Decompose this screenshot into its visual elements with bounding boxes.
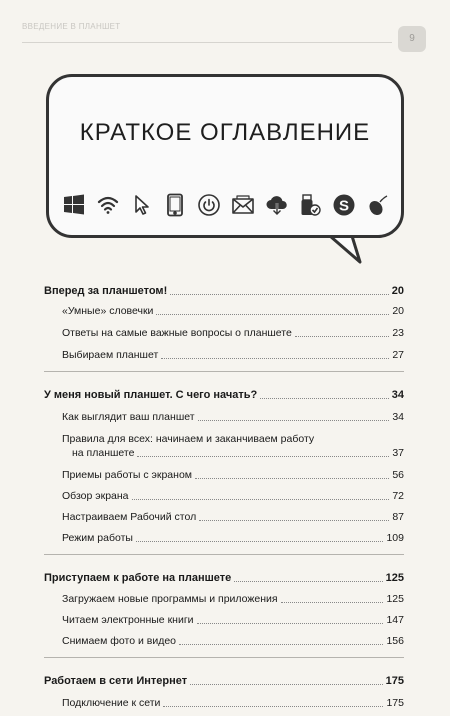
item-page: 20: [392, 305, 404, 317]
item-page: 72: [392, 490, 404, 502]
toc-item[interactable]: [44, 489, 404, 503]
item-title: Загружаем новые программы и приложения: [62, 593, 278, 605]
item-page: 37: [392, 447, 404, 459]
item-title: Настраиваем Рабочий стол: [62, 511, 197, 523]
cloud-download-icon: [264, 192, 290, 218]
toc-item-multiline[interactable]: [44, 432, 404, 460]
mouse-icon: [365, 192, 391, 218]
toc-item[interactable]: [44, 304, 404, 318]
toc-section[interactable]: [44, 388, 404, 402]
svg-text:S: S: [339, 197, 350, 215]
toc-item[interactable]: [44, 468, 404, 482]
table-of-contents: [44, 284, 404, 710]
item-page: 109: [386, 532, 404, 544]
item-title: Читаем электронные книги: [62, 614, 194, 626]
item-page: 175: [386, 697, 404, 709]
toc-section[interactable]: [44, 571, 404, 585]
running-head: ВВЕДЕНИЕ В ПЛАНШЕТ: [22, 22, 121, 31]
item-page: 56: [392, 469, 404, 481]
item-title: Выбираем планшет: [62, 349, 159, 361]
item-page: 156: [386, 635, 404, 647]
item-page: 125: [386, 593, 404, 605]
item-title: Обзор экрана: [62, 490, 129, 502]
wifi-icon: [95, 192, 121, 218]
item-title-cont: на планшете: [72, 447, 135, 459]
toc-item[interactable]: [44, 410, 404, 424]
section-title: Вперед за планшетом!: [44, 285, 168, 297]
item-title: Как выглядит ваш планшет: [62, 411, 195, 423]
skype-icon: [331, 192, 357, 218]
section-page: 125: [385, 572, 404, 584]
section-page: 175: [385, 675, 404, 687]
toc-item[interactable]: [44, 510, 404, 524]
item-page: 23: [392, 327, 404, 339]
header-rule: [22, 42, 392, 43]
toc-item[interactable]: [44, 531, 404, 545]
item-title: «Умные» словечки: [62, 305, 154, 317]
item-page: 87: [392, 511, 404, 523]
section-page: 20: [391, 285, 404, 297]
toc-item[interactable]: [44, 592, 404, 606]
toc-section[interactable]: [44, 674, 404, 688]
title-bubble: [46, 74, 404, 238]
toc-section[interactable]: [44, 284, 404, 298]
icon-row: [61, 189, 391, 221]
item-title: Снимаем фото и видео: [62, 635, 177, 647]
usb-drive-icon: [297, 192, 323, 218]
item-page: 27: [392, 349, 404, 361]
page-title: КРАТКОЕ ОГЛАВЛЕНИЕ: [79, 119, 371, 146]
item-title: Подключение к сети: [62, 697, 161, 709]
toc-item[interactable]: [44, 326, 404, 340]
windows-icon: [61, 192, 87, 218]
toc-item[interactable]: [44, 634, 404, 648]
section-page: 34: [391, 389, 404, 401]
toc-item[interactable]: [44, 348, 404, 362]
section-title: Работаем в сети Интернет: [44, 675, 188, 687]
toc-item[interactable]: [44, 696, 404, 710]
cursor-icon: [129, 192, 155, 218]
item-page: 34: [392, 411, 404, 423]
section-title: У меня новый планшет. С чего начать?: [44, 389, 258, 401]
section-title: Приступаем к работе на планшете: [44, 572, 232, 584]
page-number: 9: [398, 26, 426, 52]
item-title: Приемы работы с экраном: [62, 469, 193, 481]
mail-icon: [230, 192, 256, 218]
item-page: 147: [386, 614, 404, 626]
toc-item[interactable]: [44, 613, 404, 627]
item-title: Ответы на самые важные вопросы о планшете: [62, 327, 292, 339]
item-title: Правила для всех: начинаем и заканчиваем работу: [62, 433, 315, 445]
tablet-icon: [162, 192, 188, 218]
power-icon: [196, 192, 222, 218]
item-title: Режим работы: [62, 532, 133, 544]
